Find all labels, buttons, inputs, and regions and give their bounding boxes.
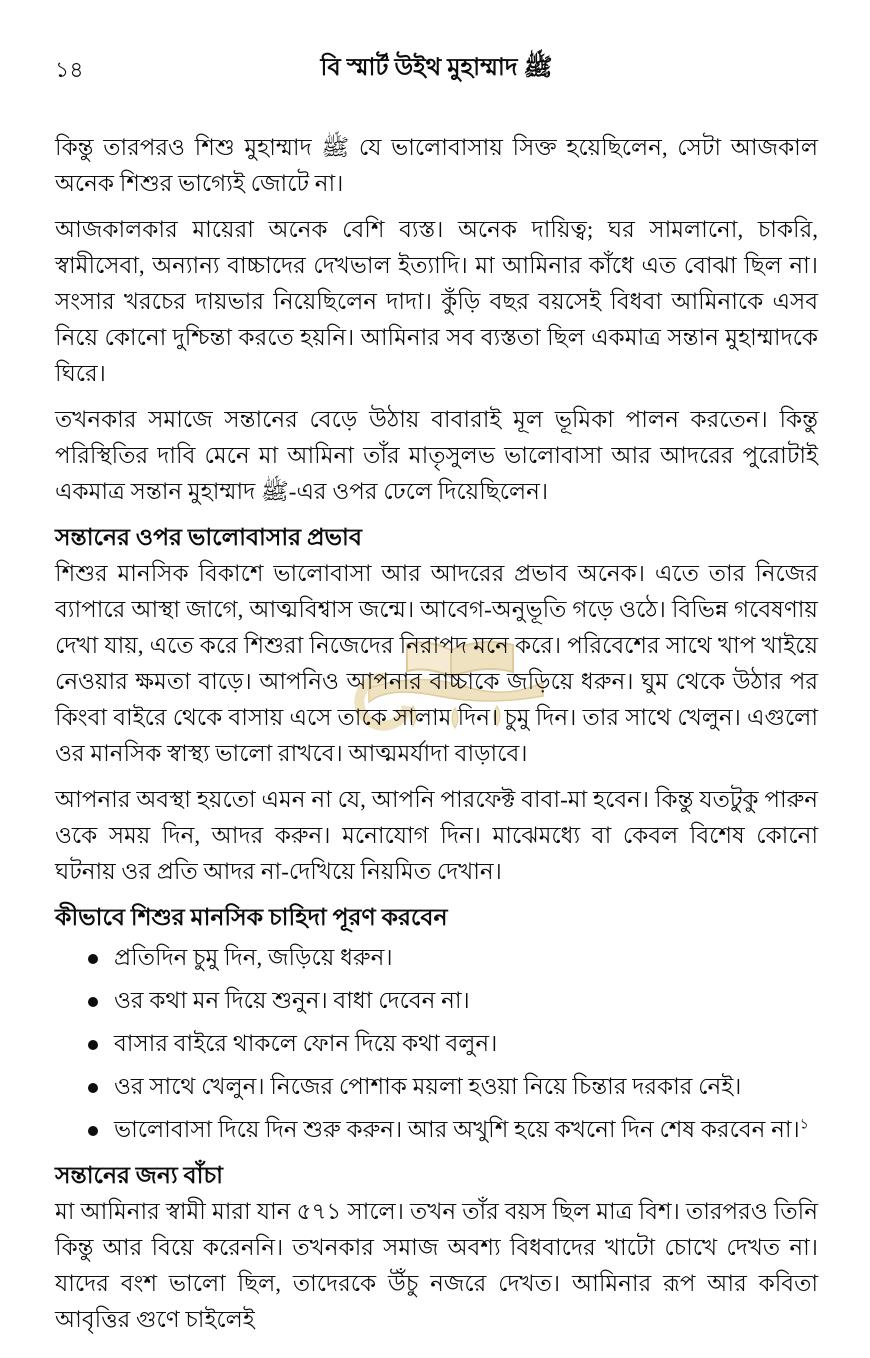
list-item-text: প্রতিদিন চুমু দিন, জড়িয়ে ধরুন। xyxy=(114,945,393,970)
running-header-title: বি স্মার্ট উইথ মুহাম্মাদ ﷺ xyxy=(320,55,553,81)
bullet-icon xyxy=(88,1083,98,1093)
list-item-text: ওর কথা মন দিয়ে শুনুন। বাধা দেবেন না। xyxy=(114,988,470,1013)
section-heading-living-for-child: সন্তানের জন্য বাঁচা xyxy=(55,1163,223,1189)
page-body xyxy=(55,130,818,1348)
paragraph-amina-devotion: তখনকার সমাজে সন্তানের বেড়ে উঠায় বাবারাই মূল ভূমিকা পালন করতেন। কিন্তু পরিস্থিতির দাবি মেনে মা আমিনা তাঁর মাতৃসুলভ ভালোবাসা আর আদরের পুরোটাই একমাত্র সন্তান মুহাম্মাদ ﷺ-এর ওপর ঢেলে দিয়েছিলেন। xyxy=(55,407,818,504)
list-item xyxy=(88,983,818,1019)
mental-needs-list xyxy=(55,940,818,1148)
paragraph-amina-widow: মা আমিনার স্বামী মারা যান ৫৭১ সালে। তখন তাঁর বয়স ছিল মাত্র বিশ। তারপরও তিনি কিন্তু আর বিয়ে করেননি। তখনকার সমাজ অবশ্য বিধবাদের খাটো চোখে দেখত না। যাদের বংশ ভালো ছিল, তাদেরকে উঁচু নজরে দেখত। আমিনার রূপ আর কবিতা আবৃত্তির গুণে চাইলেই xyxy=(55,1199,818,1332)
list-item-text: ওর সাথে খেলুন। নিজের পোশাক ময়লা হওয়া নিয়ে চিন্তার দরকার নেই। xyxy=(114,1074,742,1099)
section-heading-love-effect: সন্তানের ওপর ভালোবাসার প্রভাব xyxy=(55,525,362,551)
footnote-marker: ১ xyxy=(799,1117,809,1133)
list-item xyxy=(88,1112,818,1148)
list-item xyxy=(88,1026,818,1062)
bullet-icon xyxy=(88,1126,98,1136)
list-item-text: বাসার বাইরে থাকলে ফোন দিয়ে কথা বলুন। xyxy=(114,1031,498,1056)
paragraph-modern-mothers: আজকালকার মায়েরা অনেক বেশি ব্যস্ত। অনেক দায়িত্ব; ঘর সামলানো, চাকরি, স্বামীসেবা, অন্যান্য বাচ্চাদের দেখভাল ইত্যাদি। মা আমিনার কাঁধে এত বোঝা ছিল না। সংসার খরচের দায়ভার নিয়েছিলেন দাদা। কুঁড়ি বছর বয়সেই বিধবা আমিনাকে এসব নিয়ে কোনো দুশ্চিন্তা করতে হয়নি। আমিনার সব ব্যস্ততা ছিল একমাত্র সন্তান মুহাম্মাদকে ঘিরে। xyxy=(55,217,818,386)
list-item xyxy=(88,1069,818,1105)
list-item-text: ভালোবাসা দিয়ে দিন শুরু করুন। আর অখুশি হয়ে কখনো দিন শেষ করবেন না। xyxy=(114,1117,800,1142)
bullet-icon xyxy=(88,1040,98,1050)
section-heading-mental-needs: কীভাবে শিশুর মানসিক চাহিদা পূরণ করবেন xyxy=(55,905,448,931)
running-header xyxy=(55,52,818,88)
paragraph-love-effect-1: শিশুর মানসিক বিকাশে ভালোবাসা আর আদরের প্রভাব অনেক। এতে তার নিজের ব্যাপারে আস্থা জাগে, আত্মবিশ্বাস জন্মে। আবেগ-অনুভূতি গড়ে ওঠে। বিভিন্ন গবেষণায় দেখা যায়, এতে করে শিশুরা নিজেদের নিরাপদ মনে করে। পরিবেশের সাথে খাপ খাইয়ে নেওয়ার ক্ষমতা বাড়ে। আপনিও আপনার বাচ্চাকে জড়িয়ে ধরুন। ঘুম থেকে উঠার পর কিংবা বাইরে থেকে বাসায় এসে তাকে সালাম দিন। চুমু দিন। তার সাথে খেলুন। এগুলো ওর মানসিক স্বাস্থ্য ভালো রাখবে। আত্মমর্যাদা বাড়াবে। xyxy=(55,561,818,766)
page-number: ১৪ xyxy=(55,57,84,82)
list-item xyxy=(88,940,818,976)
paragraph-love-effect-2: আপনার অবস্থা হয়তো এমন না যে, আপনি পারফেক্ট বাবা-মা হবেন। কিন্তু যতটুকু পারুন ওকে সময় দিন, আদর করুন। মনোযোগ দিন। মাঝেমধ্যে বা কেবল বিশেষ কোনো ঘটনায় ওর প্রতি আদর না-দেখিয়ে নিয়মিত দেখান। xyxy=(55,787,818,884)
paragraph-intro-love: কিন্তু তারপরও শিশু মুহাম্মাদ ﷺ যে ভালোবাসায় সিক্ত হয়েছিলেন, সেটা আজকাল অনেক শিশুর ভাগ্যেই জোটে না। xyxy=(55,135,818,196)
bullet-icon xyxy=(88,997,98,1007)
bullet-icon xyxy=(88,954,98,964)
